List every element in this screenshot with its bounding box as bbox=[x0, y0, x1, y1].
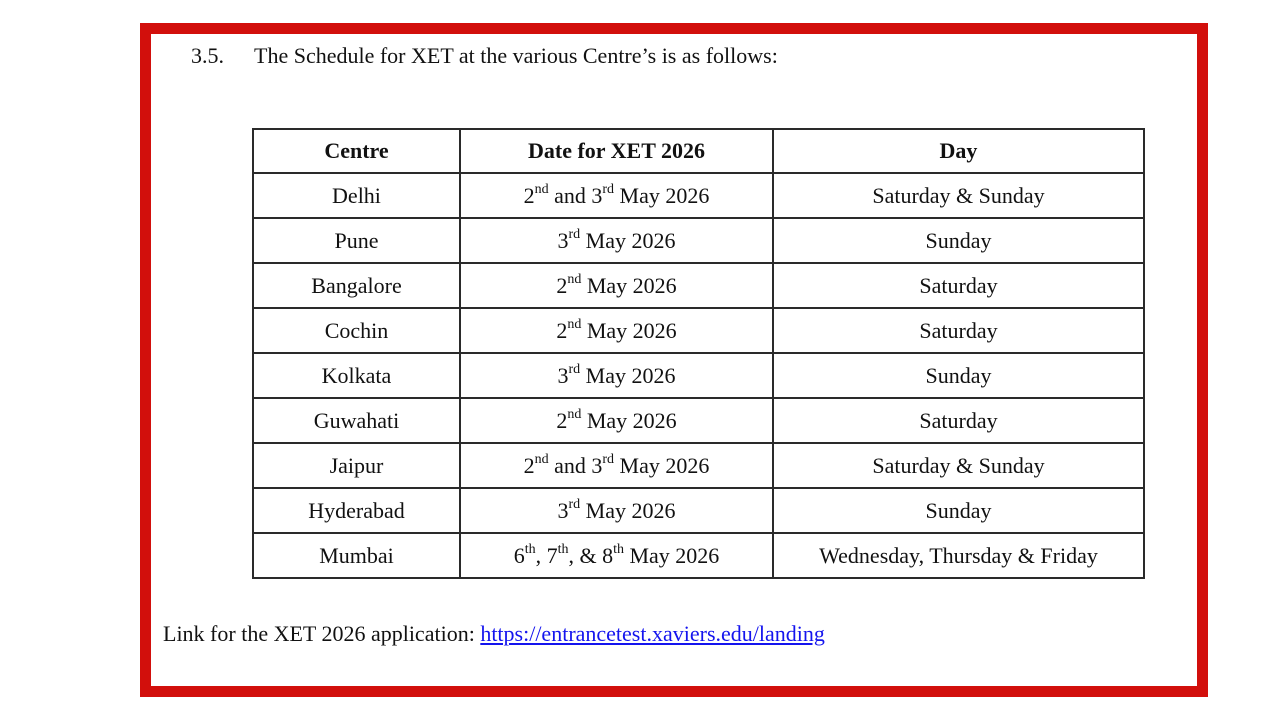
table-row bbox=[253, 488, 1144, 533]
cell-day: Wednesday, Thursday & Friday bbox=[773, 533, 1144, 578]
ordinal-suffix: rd bbox=[568, 497, 581, 513]
header-date: Date for XET 2026 bbox=[460, 129, 773, 173]
cell-date: 2nd May 2026 bbox=[460, 263, 773, 308]
ordinal-suffix: th bbox=[524, 542, 536, 558]
cell-date: 2nd and 3rd May 2026 bbox=[460, 443, 773, 488]
table-row bbox=[253, 533, 1144, 578]
cell-date: 3rd May 2026 bbox=[460, 218, 773, 263]
table-row bbox=[253, 398, 1144, 443]
ordinal-suffix: nd bbox=[567, 272, 582, 288]
cell-day: Saturday bbox=[773, 263, 1144, 308]
header-centre: Centre bbox=[253, 129, 460, 173]
ordinal-suffix: rd bbox=[568, 227, 581, 243]
ordinal-suffix: th bbox=[613, 542, 624, 558]
cell-day: Sunday bbox=[773, 218, 1144, 263]
cell-centre: Hyderabad bbox=[253, 488, 460, 533]
cell-day: Saturday & Sunday bbox=[773, 173, 1144, 218]
ordinal-suffix: nd bbox=[534, 452, 549, 468]
cell-centre: Bangalore bbox=[253, 263, 460, 308]
table-row bbox=[253, 308, 1144, 353]
ordinal-suffix: rd bbox=[602, 452, 615, 468]
cell-centre: Kolkata bbox=[253, 353, 460, 398]
cell-date: 2nd May 2026 bbox=[460, 398, 773, 443]
schedule-table bbox=[252, 128, 1145, 579]
ordinal-suffix: rd bbox=[602, 182, 615, 198]
cell-centre: Guwahati bbox=[253, 398, 460, 443]
table-row bbox=[253, 353, 1144, 398]
table-row bbox=[253, 218, 1144, 263]
application-link-line bbox=[163, 620, 825, 648]
cell-day: Saturday & Sunday bbox=[773, 443, 1144, 488]
ordinal-suffix: nd bbox=[534, 182, 549, 198]
cell-date: 3rd May 2026 bbox=[460, 353, 773, 398]
cell-date: 2nd May 2026 bbox=[460, 308, 773, 353]
table-row bbox=[253, 173, 1144, 218]
cell-day: Sunday bbox=[773, 353, 1144, 398]
cell-centre: Delhi bbox=[253, 173, 460, 218]
ordinal-suffix: th bbox=[557, 542, 569, 558]
ordinal-suffix: nd bbox=[567, 407, 582, 423]
cell-day: Saturday bbox=[773, 308, 1144, 353]
ordinal-suffix: rd bbox=[568, 362, 581, 378]
cell-date: 2nd and 3rd May 2026 bbox=[460, 173, 773, 218]
cell-centre: Pune bbox=[253, 218, 460, 263]
application-link[interactable]: https://entrancetest.xaviers.edu/landing bbox=[480, 621, 825, 646]
cell-date: 6th, 7th, & 8th May 2026 bbox=[460, 533, 773, 578]
table-header-row bbox=[253, 129, 1144, 173]
section-title: The Schedule for XET at the various Centre’s is as follows: bbox=[254, 43, 778, 68]
section-number: 3.5. bbox=[191, 43, 224, 68]
cell-day: Sunday bbox=[773, 488, 1144, 533]
section-heading bbox=[191, 42, 778, 70]
cell-centre: Jaipur bbox=[253, 443, 460, 488]
table-row bbox=[253, 263, 1144, 308]
cell-date: 3rd May 2026 bbox=[460, 488, 773, 533]
header-day: Day bbox=[773, 129, 1144, 173]
link-label: Link for the XET 2026 application: bbox=[163, 621, 481, 646]
table-row bbox=[253, 443, 1144, 488]
cell-centre: Cochin bbox=[253, 308, 460, 353]
cell-day: Saturday bbox=[773, 398, 1144, 443]
ordinal-suffix: nd bbox=[567, 317, 582, 333]
cell-centre: Mumbai bbox=[253, 533, 460, 578]
